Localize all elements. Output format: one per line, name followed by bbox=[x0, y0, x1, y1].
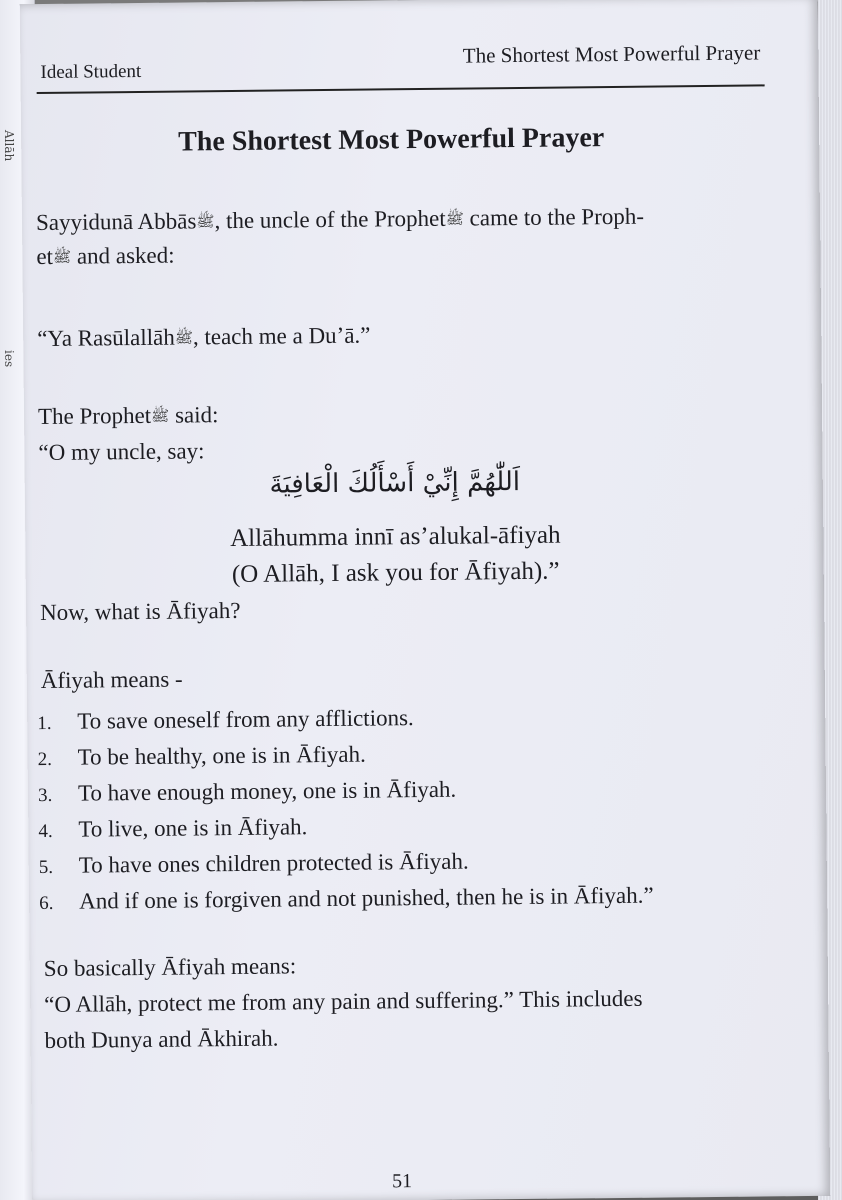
means-heading: Āfiyah means - bbox=[40, 666, 183, 694]
request-line bbox=[37, 319, 371, 356]
blessing-mark-icon: ﷺ bbox=[445, 209, 464, 228]
conclusion-line-1: “O Allāh, protect me from any pain and suffering.” This includes bbox=[44, 985, 643, 1018]
intro-text: et bbox=[36, 243, 54, 270]
list-number: 3. bbox=[37, 784, 53, 807]
blessing-mark-icon: ﷺ bbox=[151, 406, 170, 425]
intro-text: Sayyidunā Abbās bbox=[35, 208, 197, 236]
blessing-mark-icon: ﷺ bbox=[196, 212, 215, 231]
basically-line: So basically Āfiyah means: bbox=[43, 953, 297, 982]
list-text: To be healthy, one is in Āfiyah. bbox=[77, 741, 366, 770]
conclusion-line-2: both Dunya and Ākhirah. bbox=[44, 1025, 279, 1054]
dua-translation: (O Allāh, I ask you for Āfiyah).” bbox=[231, 557, 560, 589]
intro-text: came to the Proph- bbox=[463, 203, 645, 231]
prophet-said-line bbox=[38, 398, 219, 434]
list-number: 5. bbox=[38, 856, 54, 879]
question-line: Now, what is Āfiyah? bbox=[39, 597, 241, 626]
prophet-said-text: The Prophet bbox=[37, 402, 152, 430]
list-text: To save oneself from any afflictions. bbox=[77, 705, 414, 734]
request-text: , teach me a Du’ā.” bbox=[192, 322, 371, 350]
left-page-fragment: ies bbox=[2, 350, 16, 368]
intro-paragraph bbox=[36, 200, 645, 274]
chapter-title: The Shortest Most Powerful Prayer bbox=[177, 122, 605, 158]
intro-line-1 bbox=[36, 200, 644, 240]
header-rule bbox=[37, 84, 765, 94]
intro-text: and asked: bbox=[70, 242, 175, 269]
intro-line-2 bbox=[36, 234, 644, 274]
list-number: 4. bbox=[38, 820, 53, 843]
running-header-left: Ideal Student bbox=[40, 60, 142, 83]
uncle-say-line: “O my uncle, say: bbox=[38, 438, 205, 466]
running-header-right: The Shortest Most Powerful Prayer bbox=[462, 40, 761, 68]
left-page-fragment: Allāh bbox=[2, 130, 16, 162]
arabic-dua: اَللّٰهُمَّ إِنِّيْ أَسْأَلُكَ الْعَافِيَةَ bbox=[269, 466, 521, 500]
prophet-said-text: said: bbox=[169, 402, 219, 428]
list-text: To have ones children protected is Āfiyah. bbox=[78, 848, 469, 878]
list-number: 6. bbox=[39, 892, 54, 915]
blessing-mark-icon: ﷺ bbox=[174, 328, 194, 347]
meanings-list bbox=[37, 698, 654, 920]
list-number: 2. bbox=[37, 748, 53, 771]
list-text: To live, one is in Āfiyah. bbox=[78, 814, 308, 842]
request-text: “Ya Rasūlallāh bbox=[37, 324, 175, 352]
list-text: And if one is forgiven and not punished, then he is in Āfiyah.” bbox=[79, 882, 654, 914]
blessing-mark-icon: ﷺ bbox=[52, 247, 72, 266]
dua-transliteration: Allāhumma innī as’alukal-āfiyah bbox=[229, 521, 561, 553]
list-number: 1. bbox=[37, 712, 52, 735]
book-page bbox=[20, 0, 831, 1200]
list-item bbox=[39, 878, 654, 920]
page-number: 51 bbox=[391, 1170, 413, 1193]
list-text: To have enough money, one is in Āfiyah. bbox=[77, 776, 457, 806]
intro-text: , the uncle of the Prophet bbox=[214, 205, 446, 234]
